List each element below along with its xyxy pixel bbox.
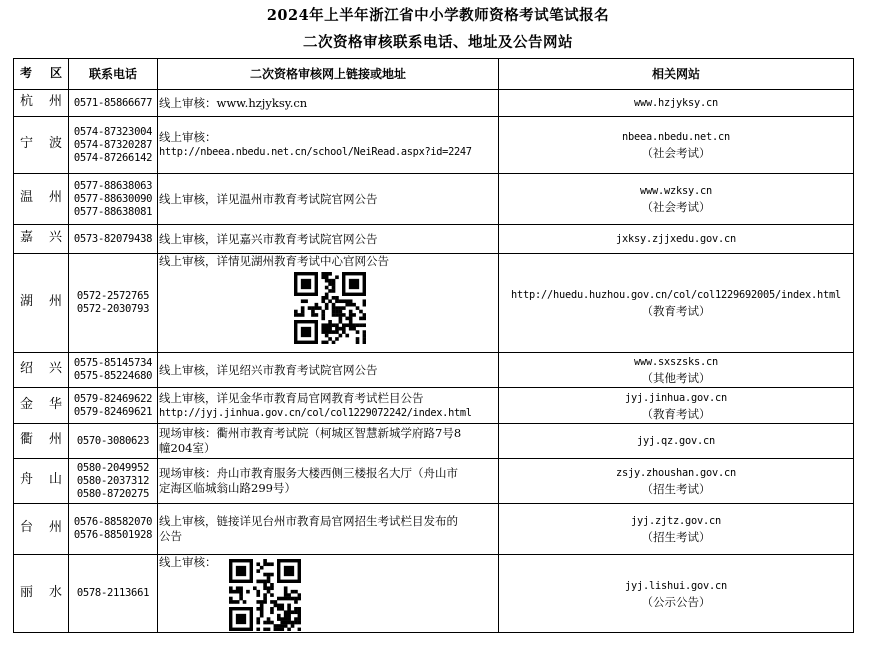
review-link-cell [158, 388, 499, 424]
review-link-cell [158, 459, 499, 504]
region-char: 温 [20, 190, 34, 205]
region-char: 湖 [20, 294, 34, 309]
region-cell [14, 353, 69, 388]
region-char: 丽 [20, 584, 34, 600]
website-cell [499, 225, 854, 254]
phone-cell [69, 353, 158, 388]
region-cell [14, 555, 69, 633]
review-link-text: 线上审核，详情见湖州教育考试中心官网公告 [159, 254, 389, 268]
table-row [14, 353, 854, 388]
website-link[interactable]: zsjy.zhoushan.gov.cn [616, 467, 736, 479]
region-cell [14, 225, 69, 254]
region-char: 嘉 [20, 230, 34, 245]
phone-number: 0575-85145734 [73, 357, 153, 369]
phone-number: 0577-88638081 [73, 205, 153, 218]
region-char: 州 [48, 432, 62, 447]
phone-number: 0576-88501928 [73, 529, 153, 541]
website-category: （社会考试） [641, 146, 711, 160]
phone-number: 0580-8720275 [76, 487, 150, 500]
region-cell [14, 504, 69, 555]
region-cell [14, 388, 69, 424]
review-link-text: 线上审核：www.hzjyksy.cn [159, 95, 308, 110]
phone-number: 0571-85866677 [73, 96, 153, 109]
review-link-text: 线上审核，详见嘉兴市教育考试院官网公告 [159, 231, 378, 246]
website-cell [499, 174, 854, 225]
review-link-cell [158, 424, 499, 459]
region-cell [14, 117, 69, 174]
header-region: 考 区 [14, 59, 69, 90]
phone-number: 0574-87320287 [73, 138, 153, 151]
region-char: 波 [48, 136, 62, 151]
website-link[interactable]: www.wzksy.cn [640, 185, 712, 197]
review-link-cell [158, 90, 499, 117]
region-char: 舟 [20, 472, 34, 487]
review-link-cell [158, 254, 499, 353]
review-link-text: 线上审核，链接详见台州市教育局官网招生考试栏目发布的 [159, 514, 458, 528]
website-link[interactable]: jyj.lishui.gov.cn [625, 579, 727, 592]
table-row [14, 555, 854, 633]
website-cell [499, 90, 854, 117]
website-link[interactable]: http://huedu.huzhou.gov.cn/col/col1229692005/index.html [511, 289, 841, 301]
website-cell [499, 254, 854, 353]
review-link-text: 线上审核，详见温州市教育考试院官网公告 [159, 191, 378, 206]
website-link[interactable]: www.sxszsks.cn [634, 356, 718, 368]
website-category: （招生考试） [641, 482, 711, 496]
phone-cell [69, 388, 158, 424]
website-category: （其他考试） [641, 371, 711, 385]
page-subtitle: 二次资格审核联系电话、地址及公告网站 [303, 34, 573, 51]
region-char: 州 [48, 190, 62, 205]
phone-cell [69, 174, 158, 225]
review-link-text: 现场审核：衢州市教育考试院（柯城区智慧新城学府路7号8 [159, 426, 462, 440]
review-link-text: 线上审核： [159, 130, 217, 144]
region-char: 金 [20, 396, 34, 412]
phone-number: 0580-2049952 [76, 461, 150, 474]
website-category: （社会考试） [641, 200, 711, 214]
region-char: 衢 [20, 432, 34, 447]
region-cell [14, 174, 69, 225]
review-link-text: 现场审核：舟山市教育服务大楼西侧三楼报名大厅（舟山市 [159, 466, 458, 480]
phone-number: 0572-2572765 [76, 290, 150, 302]
phone-cell [69, 504, 158, 555]
review-link-text: 线上审核： [159, 555, 217, 569]
website-link[interactable]: www.hzjyksy.cn [634, 97, 718, 109]
region-char: 兴 [48, 230, 62, 245]
region-char: 水 [48, 584, 62, 600]
region-char: 州 [48, 94, 62, 109]
phone-cell [69, 90, 158, 117]
website-cell [499, 117, 854, 174]
review-link-cell [158, 353, 499, 388]
table-row [14, 254, 854, 353]
table-row [14, 117, 854, 174]
website-cell [499, 459, 854, 504]
qr-code [229, 559, 301, 631]
page-title: 2024年上半年浙江省中小学教师资格考试笔试报名 [266, 7, 610, 24]
region-char: 州 [48, 520, 62, 535]
website-category: （公示公告） [641, 594, 711, 609]
phone-number: 0578-2113661 [76, 587, 150, 599]
table-row [14, 459, 854, 504]
review-link-text: 线上审核，详见绍兴市教育考试院官网公告 [159, 362, 378, 377]
table-row [14, 90, 854, 117]
phone-number: 0574-87323004 [73, 125, 153, 138]
website-link[interactable]: jyj.qz.gov.cn [637, 435, 715, 447]
phone-number: 0580-2037312 [76, 474, 150, 487]
review-link-text[interactable]: http://nbeea.nbedu.net.cn/school/NeiRead.aspx?id=2247 [159, 146, 472, 158]
phone-number: 0575-85224680 [73, 370, 153, 382]
website-cell [499, 504, 854, 555]
region-char: 兴 [48, 361, 62, 376]
website-cell [499, 388, 854, 424]
contact-table [13, 58, 854, 633]
region-cell [14, 459, 69, 504]
phone-cell [69, 424, 158, 459]
website-category: （教育考试） [641, 406, 711, 421]
review-link-text: 定海区临城翁山路299号） [159, 481, 296, 495]
qr-code [294, 272, 366, 344]
review-link-cell [158, 174, 499, 225]
region-char: 杭 [20, 94, 34, 109]
region-char: 州 [48, 294, 62, 309]
region-char: 山 [48, 472, 62, 487]
phone-number: 0576-88582070 [73, 516, 153, 528]
header-phone: 联系电话 [69, 59, 158, 90]
review-link-text[interactable]: http://jyj.jinhua.gov.cn/col/col1229072242/index.html [159, 406, 472, 419]
review-link-cell [158, 225, 499, 254]
review-link-text: 公告 [159, 529, 182, 543]
website-cell [499, 555, 854, 633]
table-row [14, 174, 854, 225]
table-row [14, 424, 854, 459]
table-row [14, 225, 854, 254]
website-link[interactable]: jxksy.zjjxedu.gov.cn [616, 233, 736, 245]
website-link[interactable]: jyj.jinhua.gov.cn [625, 391, 727, 404]
region-cell [14, 424, 69, 459]
phone-cell [69, 459, 158, 504]
website-link[interactable]: jyj.zjtz.gov.cn [631, 515, 721, 527]
website-link[interactable]: nbeea.nbedu.net.cn [622, 131, 730, 143]
phone-number: 0579-82469621 [73, 405, 153, 418]
review-link-text: 线上审核，详见金华市教育局官网教育考试栏目公告 [159, 390, 424, 405]
review-link-text: 幢204室） [159, 441, 216, 455]
phone-number: 0579-82469622 [73, 392, 153, 405]
table-row [14, 504, 854, 555]
review-link-cell [158, 504, 499, 555]
website-cell [499, 353, 854, 388]
website-category: （教育考试） [641, 304, 711, 318]
table-header-row [14, 59, 854, 90]
region-char: 华 [48, 396, 62, 412]
phone-number: 0574-87266142 [73, 151, 153, 164]
phone-number: 0577-88630090 [73, 192, 153, 205]
phone-number: 0572-2030793 [76, 303, 150, 315]
phone-cell [69, 117, 158, 174]
table-row [14, 388, 854, 424]
phone-number: 0577-88638063 [73, 179, 153, 192]
region-cell [14, 90, 69, 117]
phone-number: 0573-82079438 [73, 232, 153, 245]
website-cell [499, 424, 854, 459]
phone-number: 0570-3080623 [76, 434, 150, 447]
region-char: 绍 [20, 361, 34, 376]
region-char: 台 [20, 520, 34, 535]
region-char: 宁 [20, 136, 34, 151]
review-link-cell [158, 555, 499, 633]
review-link-cell [158, 117, 499, 174]
header-site: 相关网站 [499, 59, 854, 90]
website-category: （招生考试） [641, 530, 711, 544]
phone-cell [69, 254, 158, 353]
header-link: 二次资格审核网上链接或地址 [158, 59, 499, 90]
region-cell [14, 254, 69, 353]
phone-cell [69, 555, 158, 633]
phone-cell [69, 225, 158, 254]
